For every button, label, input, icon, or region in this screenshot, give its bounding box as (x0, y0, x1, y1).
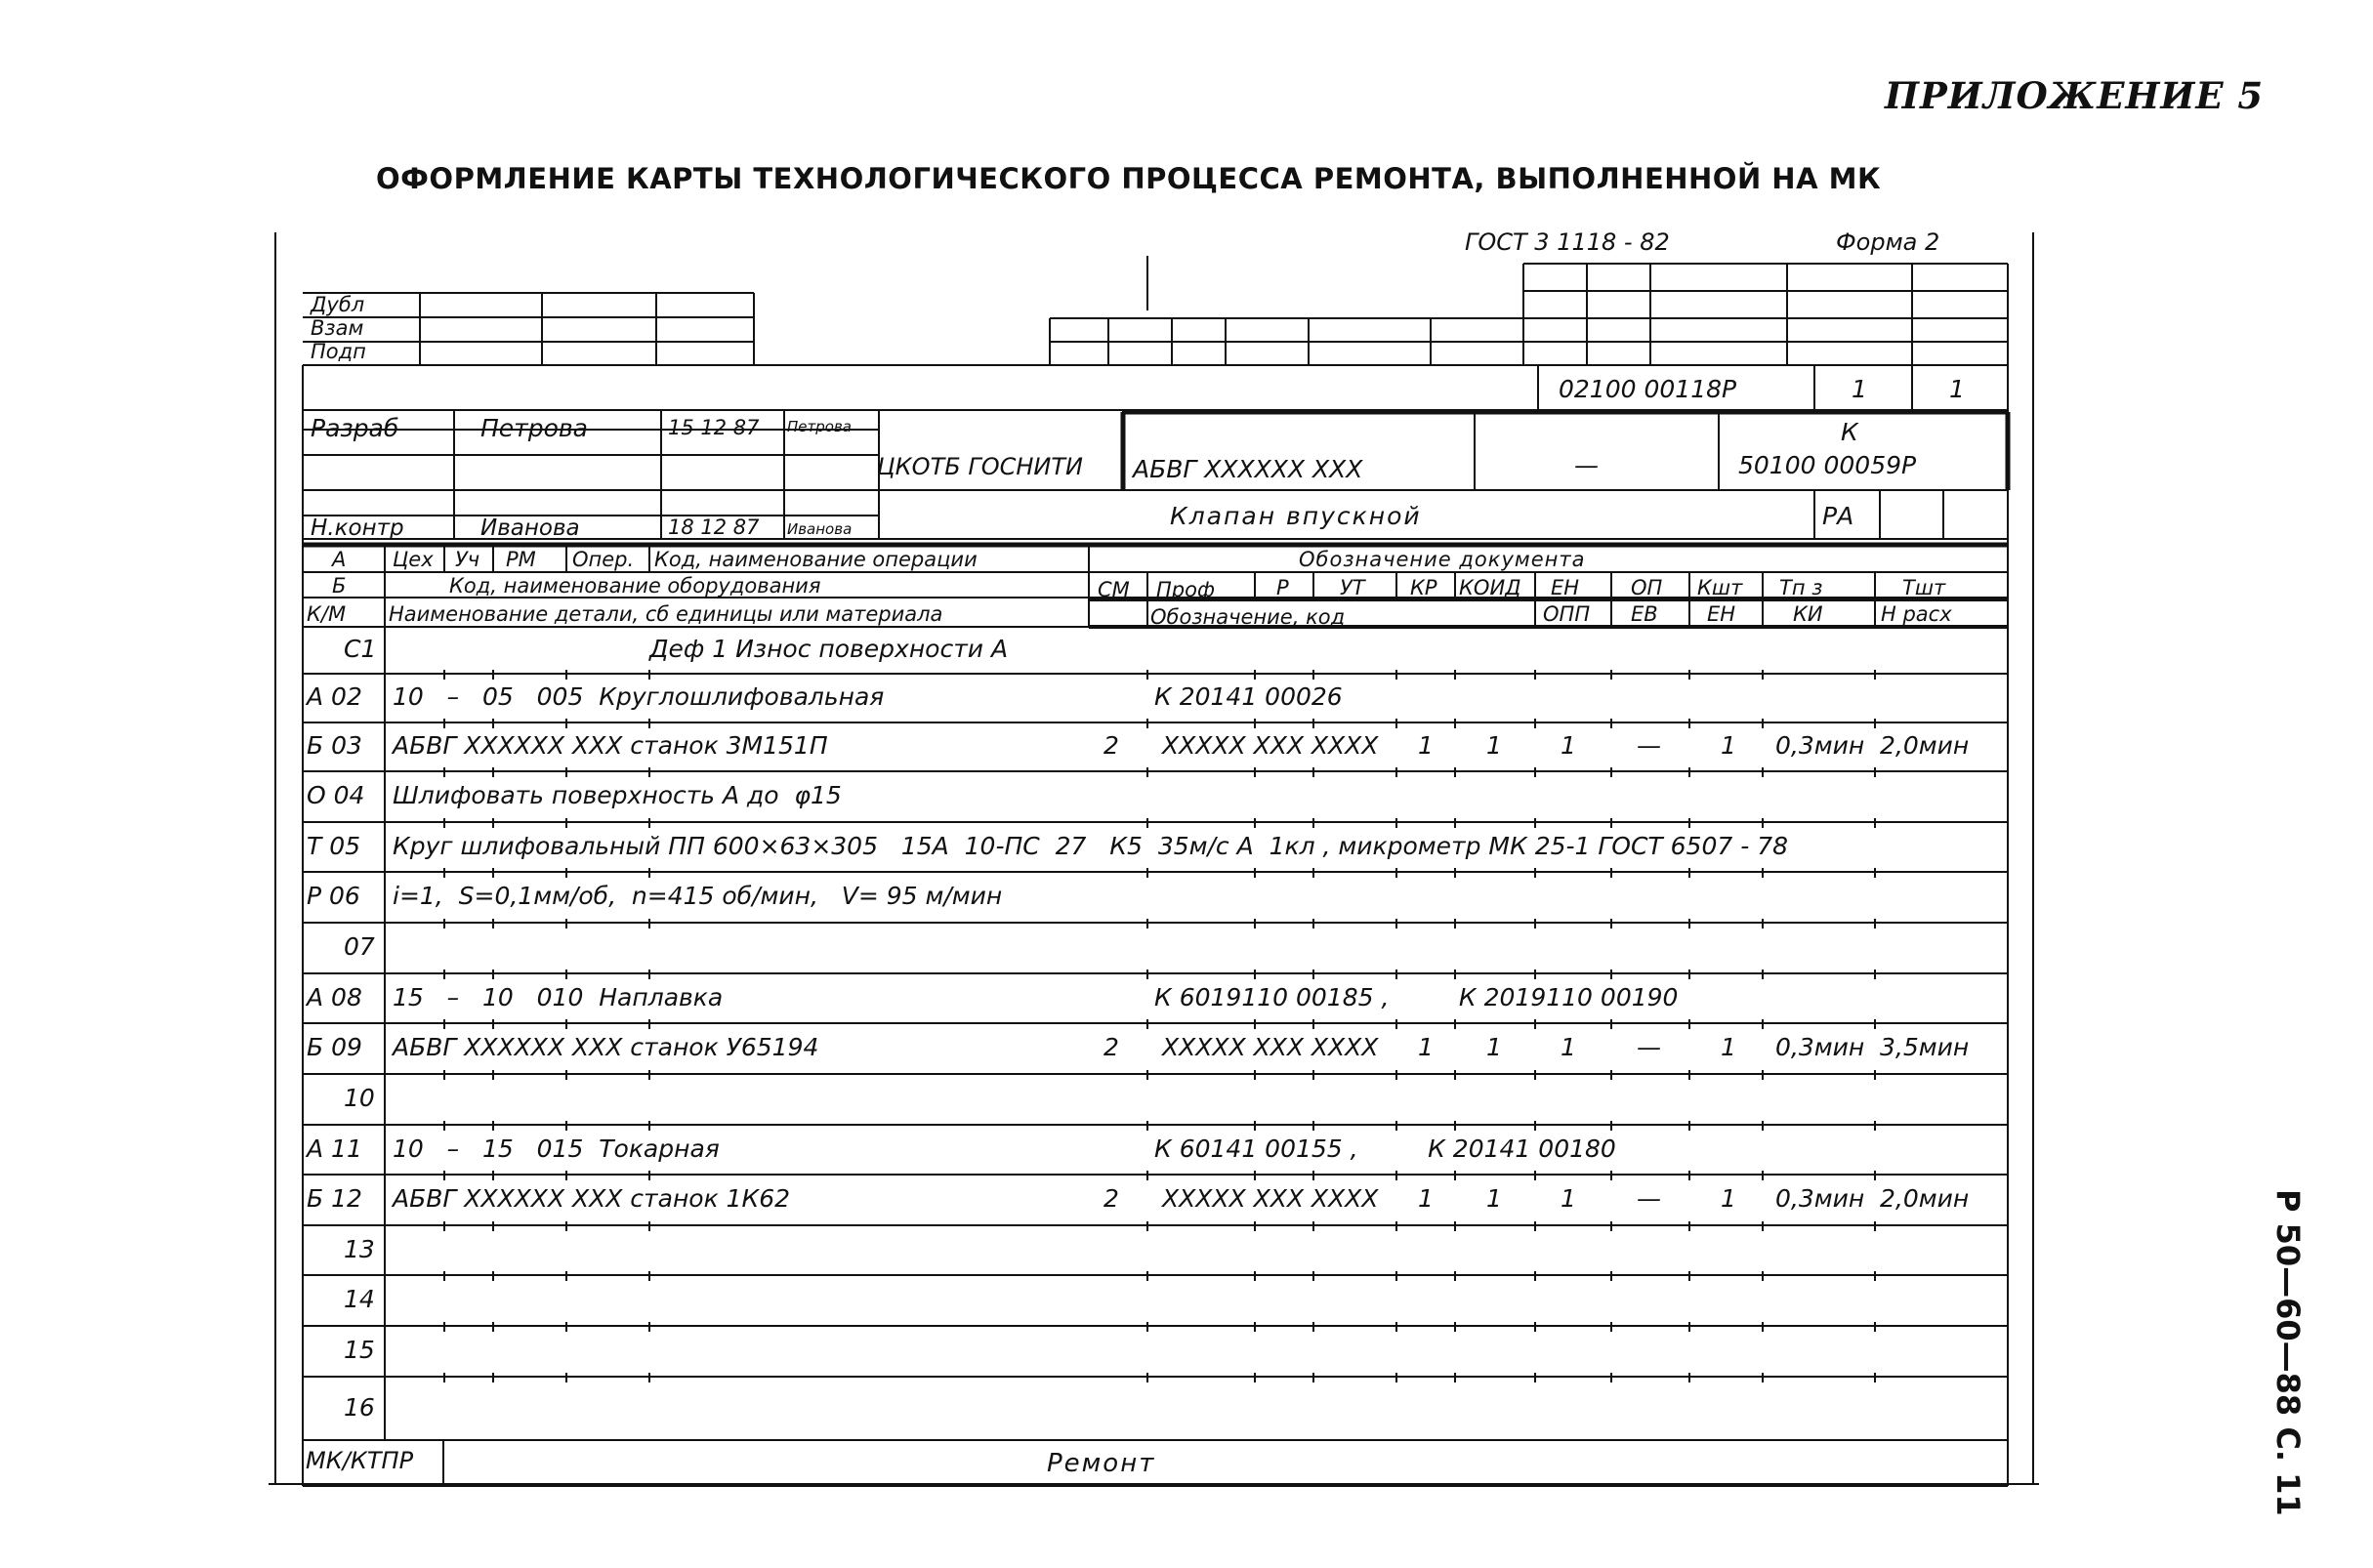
hdr-km-key: К/М (307, 602, 347, 626)
hdr-km-ki: КИ (1793, 602, 1823, 626)
row-sm: 2 (1103, 1033, 1119, 1061)
dash-cell: — (1574, 451, 1599, 479)
stamp-label-podp: Подп (311, 340, 366, 363)
row-prof: XXXXX XXX XXXX (1162, 1033, 1379, 1061)
hdr-b-tsht: Тшт (1902, 576, 1946, 599)
hdr-a-operation: Опер. (572, 548, 635, 571)
hdr-b-r: Р (1276, 576, 1289, 599)
sheet-number: 1 (1852, 375, 1867, 403)
row-text: Шлифовать поверхность А до φ15 (393, 781, 842, 809)
row-en: 1 (1721, 1184, 1736, 1213)
norm-control-date: 18 12 87 (668, 516, 760, 539)
row-text: 15 – 10 010 Наплавка (393, 983, 724, 1011)
hdr-b-kr: КР (1410, 576, 1437, 599)
role-developer: Разраб (311, 414, 399, 442)
row-number: А 08 (307, 983, 362, 1011)
hdr-b-op: ОП (1631, 576, 1663, 599)
row-text: Круг шлифовальный ПП 600×63×305 15А 10-ПС 27 К5 35м/с А 1кл , микрометр МК 25-1 ГОСТ 6507 - 78 (393, 832, 1789, 860)
document-code: 02100 00118Р (1559, 375, 1737, 403)
norm-control-signature: Иванова (787, 520, 853, 538)
row-number: Б 09 (307, 1033, 362, 1061)
row-document: К 6019110 00185 , К 2019110 00190 (1154, 983, 1679, 1011)
row-koid: — (1637, 1033, 1661, 1061)
row-number: Т 05 (307, 832, 361, 860)
norm-control-name: Иванова (480, 516, 580, 541)
row-kr: 1 (1561, 1184, 1576, 1213)
row-en: 1 (1721, 1033, 1736, 1061)
row-tsht: 3,5мин (1880, 1033, 1970, 1061)
row-r: 1 (1418, 1184, 1434, 1213)
hdr-a-section: Уч (455, 548, 480, 571)
k-code: 50100 00059Р (1738, 451, 1917, 479)
row-number: 10 (344, 1084, 375, 1112)
row-number: А 02 (307, 682, 362, 711)
page-title: ОФОРМЛЕНИЕ КАРТЫ ТЕХНОЛОГИЧЕСКОГО ПРОЦЕССА РЕМОНТА, ВЫПОЛНЕННОЙ НА МК (376, 162, 1882, 195)
row-document: К 20141 00026 (1154, 682, 1343, 711)
hdr-km-part: Наименование детали, сб единицы или материала (389, 602, 943, 626)
row-number: Б 03 (307, 731, 362, 760)
footer-label: МК/КТПР (306, 1447, 414, 1474)
stamp-label-vzam: Взам (311, 316, 364, 340)
k-label: К (1841, 418, 1858, 446)
row-prof: XXXXX XXX XXXX (1162, 731, 1379, 760)
row-tpz: 0,3мин (1775, 1184, 1865, 1213)
hdr-b-key: Б (332, 574, 347, 598)
row-koid: — (1637, 731, 1661, 760)
hdr-a-workplace: РМ (506, 548, 536, 571)
row-number: 15 (344, 1336, 375, 1364)
hdr-b-ut: УТ (1340, 576, 1365, 599)
row-number: 16 (344, 1393, 375, 1422)
row-ut: 1 (1486, 731, 1502, 760)
developer-signature: Петрова (787, 418, 852, 435)
developer-name: Петрова (480, 414, 588, 442)
row-number: 13 (344, 1235, 375, 1263)
row-ut: 1 (1486, 1033, 1502, 1061)
hdr-a-shop: Цех (393, 548, 434, 571)
hdr-b-en: ЕН (1551, 576, 1580, 599)
row-text: Деф 1 Износ поверхности А (649, 635, 1009, 663)
row-document: К 60141 00155 , К 20141 00180 (1154, 1135, 1616, 1163)
row-tpz: 0,3мин (1775, 1033, 1865, 1061)
row-sm: 2 (1103, 731, 1119, 760)
gost-reference: ГОСТ 3 1118 - 82 (1465, 228, 1670, 256)
hdr-km-nrash: Н расх (1881, 602, 1952, 626)
role-norm-control: Н.контр (311, 516, 404, 541)
row-text: АБВГ XXXXXX XXX станок 1К62 (393, 1184, 791, 1213)
sheet-count: 1 (1949, 375, 1965, 403)
footer-text: Ремонт (1047, 1449, 1156, 1478)
row-text: АБВГ XXXXXX XXX станок 3М151П (393, 731, 828, 760)
hdr-km-ev: ЕВ (1631, 602, 1658, 626)
organization: ЦКОТБ ГОСНИТИ (877, 453, 1083, 480)
row-koid: — (1637, 1184, 1661, 1213)
hdr-km-en: ЕН (1707, 602, 1736, 626)
hdr-a-doc: Обозначение документа (1299, 548, 1586, 571)
row-kr: 1 (1561, 1033, 1576, 1061)
hdr-b-equipment: Код, наименование оборудования (449, 574, 821, 598)
row-en: 1 (1721, 731, 1736, 760)
row-number: О 04 (307, 781, 365, 809)
hdr-b-sm: СМ (1098, 578, 1130, 601)
hdr-km-opp: ОПП (1543, 602, 1591, 626)
side-reference: Р 50—60—88 С. 11 (2269, 1189, 2307, 1516)
row-text: 10 – 05 005 Круглошлифовальная (393, 682, 885, 711)
hdr-a-key: А (332, 548, 347, 571)
hdr-b-ksht: Кшт (1697, 576, 1743, 599)
row-text: i=1, S=0,1мм/об, n=415 об/мин, V= 95 м/мин (393, 882, 1003, 910)
row-number: А 11 (307, 1135, 362, 1163)
form-number: Форма 2 (1836, 228, 1940, 256)
appendix-heading: ПРИЛОЖЕНИЕ 5 (1885, 74, 2265, 117)
row-tsht: 2,0мин (1880, 1184, 1970, 1213)
hdr-km-code: Обозначение, код (1150, 605, 1346, 629)
row-tpz: 0,3мин (1775, 731, 1865, 760)
row-number: Б 12 (307, 1184, 362, 1213)
developer-date: 15 12 87 (668, 416, 760, 439)
row-number: 14 (344, 1285, 375, 1313)
hdr-b-prof: Проф (1156, 578, 1215, 601)
row-text: 10 – 15 015 Токарная (393, 1135, 720, 1163)
row-r: 1 (1418, 731, 1434, 760)
stamp-label-dubl: Дубл (311, 293, 365, 316)
row-tsht: 2,0мин (1880, 731, 1970, 760)
row-number: 07 (344, 932, 375, 961)
ra-label: РА (1822, 502, 1854, 530)
row-sm: 2 (1103, 1184, 1119, 1213)
product-designation: АБВГ XXXXXX XXX (1133, 455, 1363, 483)
row-number: Р 06 (307, 882, 360, 910)
row-number: С1 (344, 635, 377, 663)
part-name: Клапан впускной (1170, 502, 1422, 530)
row-text: АБВГ XXXXXX XXX станок У65194 (393, 1033, 819, 1061)
hdr-a-op-name: Код, наименование операции (654, 548, 978, 571)
hdr-b-tpz: Тп з (1779, 576, 1823, 599)
hdr-b-koid: КОИД (1459, 576, 1521, 599)
row-r: 1 (1418, 1033, 1434, 1061)
row-prof: XXXXX XXX XXXX (1162, 1184, 1379, 1213)
row-ut: 1 (1486, 1184, 1502, 1213)
row-kr: 1 (1561, 731, 1576, 760)
